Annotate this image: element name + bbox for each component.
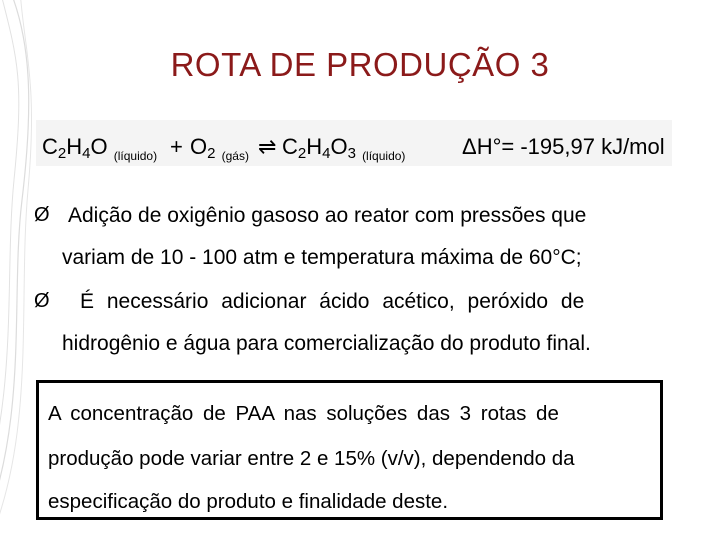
bullet-text-line: hidrogênio e água para comercialização do produto final. bbox=[62, 332, 591, 355]
equation-plus: + bbox=[170, 134, 183, 159]
note-text-line: produção pode variar entre 2 e 15% (v/v), dependendo da bbox=[48, 447, 575, 470]
equilibrium-arrow: ⇌ bbox=[258, 134, 277, 159]
arrow-bullet-icon: Ø bbox=[34, 290, 50, 312]
enthalpy-value: ΔH°= -195,97 kJ/mol bbox=[462, 134, 665, 159]
note-box bbox=[36, 380, 663, 520]
note-text-line: especificação do produto e finalidade deste. bbox=[48, 490, 449, 513]
chemical-equation bbox=[36, 120, 672, 166]
equation-reactant-acetaldehyde: $C_2H_4O$ $_{(líquido)}$ bbox=[42, 134, 158, 163]
slide-title: ROTA DE PRODUÇÃO 3 bbox=[170, 46, 550, 83]
bullet-text-line: Adição de oxigênio gasoso ao reator com pressões que bbox=[68, 204, 587, 227]
note-text-line: A concentração de PAA nas soluções das 3 rotas de bbox=[48, 402, 559, 425]
bullet-text-line: variam de 10 - 100 atm e temperatura máxima de 60°C; bbox=[62, 246, 582, 269]
equation-product-peracetic-acid: $C_2H_4O_3$ $_{(líquido)}$ bbox=[282, 134, 406, 163]
equation-reactant-oxygen: $O_2$ $_{(gás)}$ bbox=[190, 134, 249, 163]
arrow-bullet-icon: Ø bbox=[34, 204, 50, 226]
bullet-text-line: É necessário adicionar ácido acético, peróxido de bbox=[80, 290, 585, 313]
